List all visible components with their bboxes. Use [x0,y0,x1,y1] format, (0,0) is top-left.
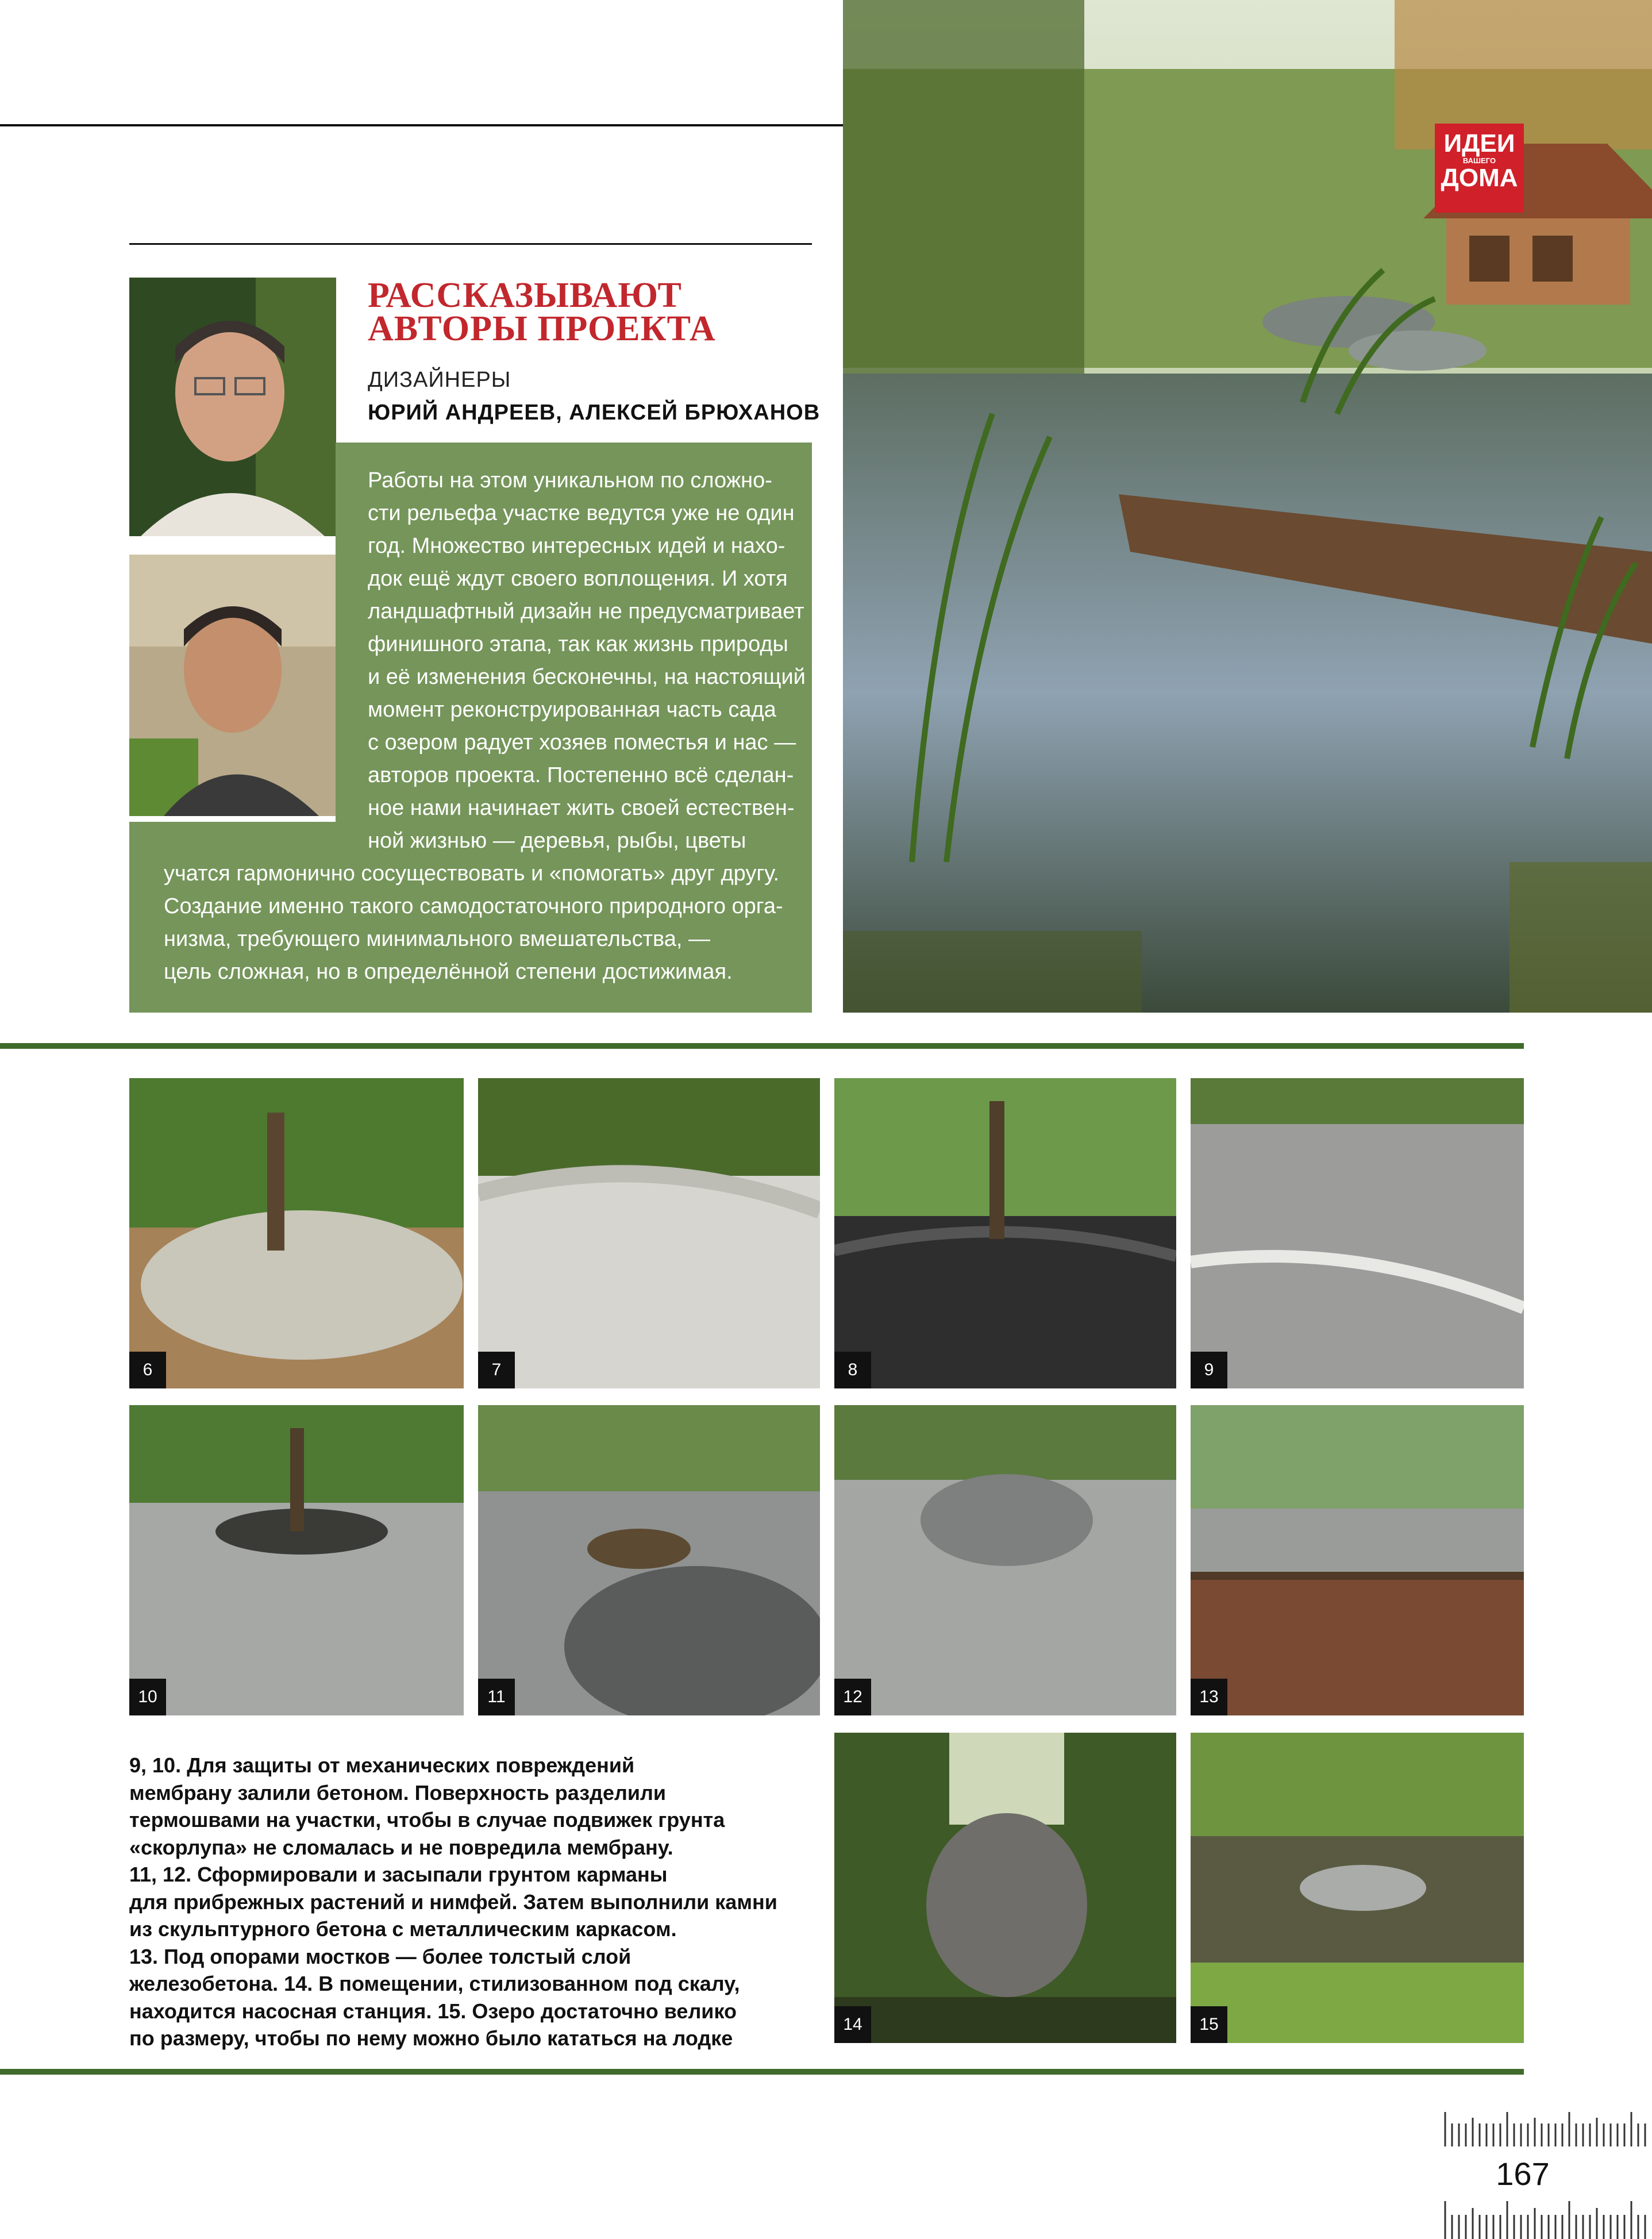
section-heading [368,276,827,348]
quote-line: авторов проекта. Постепенно всё сделан- [368,763,794,787]
caption-line: для прибрежных растений и нимфей. Затем выполнили камни [129,1890,777,1914]
ruler-decoration-bottom [1442,2201,1652,2239]
brand-logo [1435,124,1524,213]
construction-photo-14 [834,1733,1176,2043]
caption-line: из скульптурного бетона с металлическим каркасом. [129,1917,677,1941]
photo-number: 8 [834,1352,871,1388]
hero-photo-pond [843,0,1652,1013]
caption-line: 9, 10. Для защиты от механических повреждений [129,1753,635,1777]
photo-number: 6 [129,1352,166,1388]
quote-line: год. Множество интересных идей и нахо- [368,534,785,558]
quote-line: и её изменения бесконечны, на настоящий [368,665,806,689]
photo-number: 10 [129,1679,166,1715]
caption-line: мембрану залили бетоном. Поверхность разделили [129,1780,666,1805]
construction-photo-8 [834,1078,1176,1388]
quote-line: Работы на этом уникальном по сложно- [368,468,772,493]
quote-line: низма, требующего минимального вмешательства, — [164,927,711,951]
caption-line: термошвами на участки, чтобы в случае подвижек грунта [129,1808,725,1832]
quote-line: Создание именно такого самодостаточного природного орга- [164,894,783,918]
quote-line: ной жизнью — деревья, рыбы, цветы [368,829,746,853]
quote-lower [164,857,783,988]
construction-photo-12 [834,1405,1176,1715]
quote-line: учатся гармонично сосуществовать и «помогать» друг другу. [164,861,779,886]
ruler-decoration-top [1442,2106,1652,2152]
photo-number: 9 [1191,1352,1227,1388]
photo-number: 14 [834,2006,871,2043]
construction-photo-7 [478,1078,820,1388]
quote-line: ландшафтный дизайн не предусматривает [368,599,804,624]
quote-line: сти рельефа участке ведутся уже не один [368,501,795,525]
authors-names: ЮРИЙ АНДРЕЕВ, АЛЕКСЕЙ БРЮХАНОВ [368,401,821,425]
construction-photo-9 [1191,1078,1524,1388]
quote-line: ное нами начинает жить своей естествен- [368,796,795,820]
logo-line-2: ВАШЕГО [1462,156,1496,165]
heading-line-1: РАССКАЗЫВАЮТ [368,276,682,315]
photo-number: 12 [834,1679,871,1715]
authors-role: ДИЗАЙНЕРЫ [368,368,511,392]
construction-photo-10 [129,1405,464,1715]
quote-line: момент реконструированная часть сада [368,698,776,722]
construction-photo-11 [478,1405,820,1715]
portrait-aleksei-bryukhanov [129,555,336,816]
section-rule [129,243,812,245]
heading-line-2: АВТОРЫ ПРОЕКТА [368,309,716,348]
photo-number: 15 [1191,2006,1227,2043]
quote-line: с озером радует хозяев поместья и нас — [368,730,796,755]
construction-photo-15 [1191,1733,1524,2043]
green-rule-top [0,1043,1524,1049]
caption-line: по размеру, чтобы по нему можно было кататься на лодке [129,2026,733,2050]
logo-line-3: ДОМА [1441,164,1518,192]
photo-caption [129,1752,819,2052]
caption-line: 13. Под опорами мостков — более толстый слой [129,1944,631,1968]
construction-photo-6 [129,1078,464,1388]
photo-number: 11 [478,1679,515,1715]
quote-line: док ещё ждут своего воплощения. И хотя [368,567,788,591]
quote-line: цель сложная, но в определённой степени достижимая. [164,960,733,984]
caption-line: «скорлупа» не сломалась и не повредила мембрану. [129,1835,673,1859]
construction-photo-13 [1191,1405,1524,1715]
page-number: 167 [1496,2156,1550,2192]
top-rule [0,124,845,126]
logo-line-1: ИДЕИ [1443,129,1515,157]
caption-line: железобетона. 14. В помещении, стилизованном под скалу, [129,1972,740,1995]
green-rule-bottom [0,2069,1524,2075]
portrait-yuri-andreev [129,278,336,536]
quote-line: финишного этапа, так как жизнь природы [368,632,788,656]
caption-line: находится насосная станция. 15. Озеро достаточно велико [129,1999,737,2023]
photo-number: 7 [478,1352,515,1388]
caption-line: 11, 12. Сформировали и засыпали грунтом карманы [129,1863,668,1886]
photo-number: 13 [1191,1679,1227,1715]
quote-upper [368,464,806,857]
